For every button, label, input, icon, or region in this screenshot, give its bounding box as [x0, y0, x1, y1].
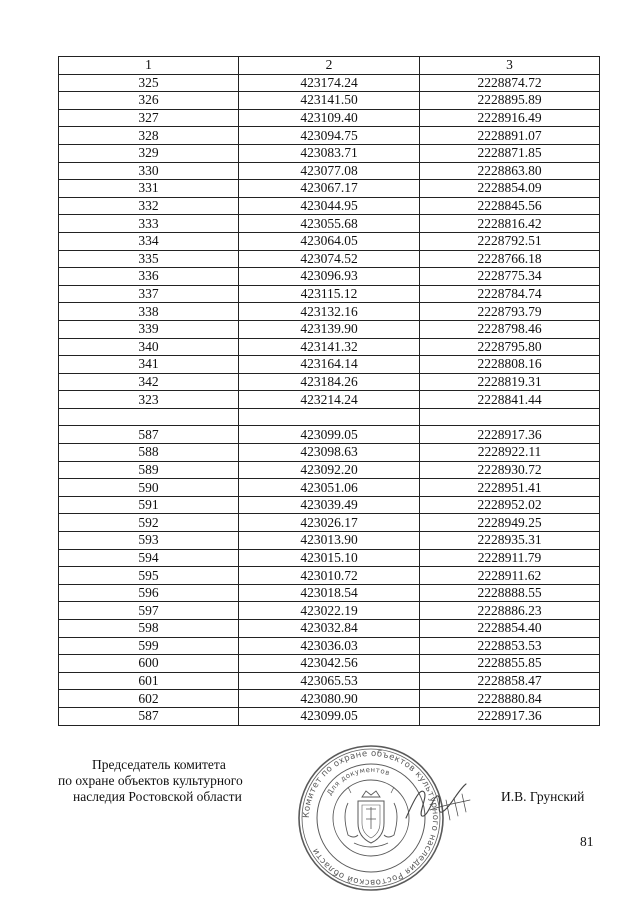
- y-coordinate-cell: 2228916.49: [420, 109, 600, 127]
- y-coordinate-cell: 2228951.41: [420, 479, 600, 497]
- x-coordinate-cell: 423051.06: [239, 479, 420, 497]
- signer-title-line-3: наследия Ростовской области: [73, 789, 242, 804]
- x-coordinate-cell: 423036.03: [239, 637, 420, 655]
- y-coordinate-cell: 2228795.80: [420, 338, 600, 356]
- x-coordinate-cell: 423077.08: [239, 162, 420, 180]
- y-coordinate-cell: 2228911.62: [420, 567, 600, 585]
- point-number-cell: 594: [59, 549, 239, 567]
- y-coordinate-cell: 2228886.23: [420, 602, 600, 620]
- x-coordinate-cell: 423094.75: [239, 127, 420, 145]
- x-coordinate-cell: 423026.17: [239, 514, 420, 532]
- y-coordinate-cell: 2228816.42: [420, 215, 600, 233]
- point-number-cell: 595: [59, 567, 239, 585]
- x-coordinate-cell: 423080.90: [239, 690, 420, 708]
- x-coordinate-cell: 423010.72: [239, 567, 420, 585]
- y-coordinate-cell: 2228845.56: [420, 197, 600, 215]
- x-coordinate-cell: 423015.10: [239, 549, 420, 567]
- point-number-cell: 331: [59, 180, 239, 198]
- point-number-cell: 597: [59, 602, 239, 620]
- x-coordinate-cell: 423018.54: [239, 584, 420, 602]
- x-coordinate-cell: 423083.71: [239, 144, 420, 162]
- y-coordinate-cell: 2228792.51: [420, 232, 600, 250]
- x-coordinate-cell: 423115.12: [239, 285, 420, 303]
- point-number-cell: 590: [59, 479, 239, 497]
- y-coordinate-cell: 2228858.47: [420, 672, 600, 690]
- x-coordinate-cell: 423067.17: [239, 180, 420, 198]
- point-number-cell: 342: [59, 373, 239, 391]
- point-number-cell: 587: [59, 707, 239, 725]
- y-coordinate-cell: 2228766.18: [420, 250, 600, 268]
- y-coordinate-cell: 2228880.84: [420, 690, 600, 708]
- y-coordinate-cell: 2228949.25: [420, 514, 600, 532]
- x-coordinate-cell: 423022.19: [239, 602, 420, 620]
- handwritten-signature: [400, 770, 480, 840]
- y-coordinate-cell: 2228911.79: [420, 549, 600, 567]
- x-coordinate-cell: 423184.26: [239, 373, 420, 391]
- point-number-cell: 328: [59, 127, 239, 145]
- point-number-cell: 338: [59, 303, 239, 321]
- x-coordinate-cell: 423141.32: [239, 338, 420, 356]
- x-coordinate-cell: 423013.90: [239, 532, 420, 550]
- x-coordinate-cell: 423032.84: [239, 620, 420, 638]
- point-number-cell: 329: [59, 144, 239, 162]
- y-coordinate-cell: 2228895.89: [420, 92, 600, 110]
- x-coordinate-cell: 423042.56: [239, 655, 420, 673]
- x-coordinate-cell: 423044.95: [239, 197, 420, 215]
- point-number-cell: 593: [59, 532, 239, 550]
- y-coordinate-cell: 2228854.09: [420, 180, 600, 198]
- x-coordinate-cell: 423214.24: [239, 391, 420, 409]
- y-coordinate-cell: 2228888.55: [420, 584, 600, 602]
- x-coordinate-cell: 423109.40: [239, 109, 420, 127]
- y-coordinate-cell: 2228874.72: [420, 74, 600, 92]
- y-coordinate-cell: 2228855.85: [420, 655, 600, 673]
- y-coordinate-cell: 2228775.34: [420, 268, 600, 286]
- y-coordinate-cell: 2228917.36: [420, 426, 600, 444]
- y-coordinate-cell: 2228930.72: [420, 461, 600, 479]
- y-coordinate-cell: 2228952.02: [420, 496, 600, 514]
- y-coordinate-cell: 2228808.16: [420, 356, 600, 374]
- point-number-cell: 325: [59, 74, 239, 92]
- x-coordinate-cell: 423055.68: [239, 215, 420, 233]
- x-coordinate-cell: 423099.05: [239, 426, 420, 444]
- y-coordinate-cell: 2228798.46: [420, 320, 600, 338]
- y-coordinate-cell: 2228935.31: [420, 532, 600, 550]
- x-coordinate-cell: 423164.14: [239, 356, 420, 374]
- point-number-cell: 330: [59, 162, 239, 180]
- signer-title-line-1: Председатель комитета: [92, 757, 226, 772]
- y-coordinate-cell: 2228819.31: [420, 373, 600, 391]
- point-number-cell: 591: [59, 496, 239, 514]
- x-coordinate-cell: 423174.24: [239, 74, 420, 92]
- page-number: 81: [580, 834, 594, 849]
- point-number-cell: 341: [59, 356, 239, 374]
- point-number-cell: 323: [59, 391, 239, 409]
- point-number-cell: 327: [59, 109, 239, 127]
- x-coordinate-cell: 423074.52: [239, 250, 420, 268]
- column-header-3: 3: [420, 57, 600, 75]
- point-number-cell: 587: [59, 426, 239, 444]
- seal-inner-text: Для документов: [325, 765, 392, 797]
- x-coordinate-cell: 423064.05: [239, 232, 420, 250]
- y-coordinate-cell: 2228917.36: [420, 707, 600, 725]
- point-number-cell: 600: [59, 655, 239, 673]
- signer-name: И.В. Грунский: [501, 789, 585, 804]
- point-number-cell: 339: [59, 320, 239, 338]
- x-coordinate-cell: 423098.63: [239, 444, 420, 462]
- point-number-cell: 599: [59, 637, 239, 655]
- seal-outer-text: Комитет по охране объектов культурного наследия Ростовской области: [301, 748, 441, 888]
- point-number-cell: 602: [59, 690, 239, 708]
- point-number-cell: 336: [59, 268, 239, 286]
- point-number-cell: 333: [59, 215, 239, 233]
- y-coordinate-cell: 2228891.07: [420, 127, 600, 145]
- y-coordinate-cell: 2228784.74: [420, 285, 600, 303]
- point-number-cell: 596: [59, 584, 239, 602]
- x-coordinate-cell: 423099.05: [239, 707, 420, 725]
- point-number-cell: 340: [59, 338, 239, 356]
- point-number-cell: 326: [59, 92, 239, 110]
- column-header-2: 2: [239, 57, 420, 75]
- x-coordinate-cell: 423092.20: [239, 461, 420, 479]
- y-coordinate-cell: 2228871.85: [420, 144, 600, 162]
- point-number-cell: 335: [59, 250, 239, 268]
- y-coordinate-cell: 2228854.40: [420, 620, 600, 638]
- x-coordinate-cell: 423132.16: [239, 303, 420, 321]
- y-coordinate-cell: 2228863.80: [420, 162, 600, 180]
- y-coordinate-cell: 2228853.53: [420, 637, 600, 655]
- point-number-cell: 601: [59, 672, 239, 690]
- point-number-cell: 334: [59, 232, 239, 250]
- point-number-cell: 598: [59, 620, 239, 638]
- y-coordinate-cell: 2228841.44: [420, 391, 600, 409]
- y-coordinate-cell: 2228922.11: [420, 444, 600, 462]
- point-number-cell: 592: [59, 514, 239, 532]
- y-coordinate-cell: 2228793.79: [420, 303, 600, 321]
- signer-title-line-2: по охране объектов культурного: [58, 773, 243, 788]
- point-number-cell: 588: [59, 444, 239, 462]
- point-number-cell: 337: [59, 285, 239, 303]
- x-coordinate-cell: 423139.90: [239, 320, 420, 338]
- column-header-1: 1: [59, 57, 239, 75]
- x-coordinate-cell: 423065.53: [239, 672, 420, 690]
- x-coordinate-cell: 423039.49: [239, 496, 420, 514]
- x-coordinate-cell: 423096.93: [239, 268, 420, 286]
- point-number-cell: 589: [59, 461, 239, 479]
- point-number-cell: 332: [59, 197, 239, 215]
- x-coordinate-cell: 423141.50: [239, 92, 420, 110]
